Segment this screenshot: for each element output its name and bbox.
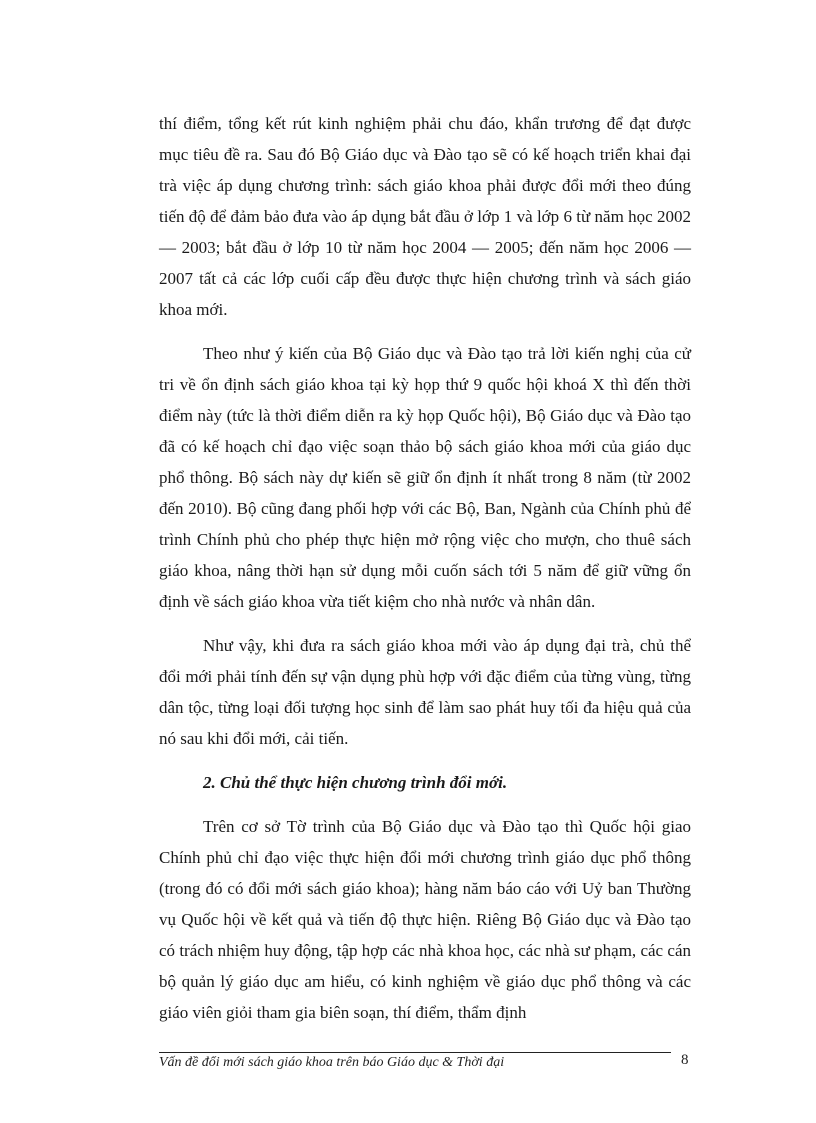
section-heading: 2. Chủ thể thực hiện chương trình đổi mới.	[203, 773, 508, 792]
paragraph-conclusion: Như vậy, khi đưa ra sách giáo khoa mới vào áp dụng đại trà, chủ thể đổi mới phải tính đến sự vận dụng phù hợp với đặc điểm của từng vùng, từng dân tộc, từng loại đối tượng học sinh để làm sao phát huy tối đa hiệu quả của nó sau khi đổi mới, cải tiến.	[159, 636, 691, 748]
page-body	[159, 108, 691, 1041]
footer-divider	[159, 1052, 671, 1053]
footer-title: Vấn đề đổi mới sách giáo khoa trên báo Giáo dục & Thời đại	[159, 1055, 505, 1070]
paragraph-ministry-response: Theo như ý kiến của Bộ Giáo dục và Đào tạo trả lời kiến nghị của cử tri về ổn định sách giáo khoa tại kỳ họp thứ 9 quốc hội khoá X thì đến thời điểm này (tức là thời điểm diễn ra kỳ họp Quốc hội), Bộ Giáo dục và Đào tạo đã có kế hoạch chỉ đạo việc soạn thảo bộ sách giáo khoa mới của giáo dục phổ thông. Bộ sách này dự kiến sẽ giữ ổn định ít nhất trong 8 năm (từ 2002 đến 2010). Bộ cũng đang phối hợp với các Bộ, Ban, Ngành của Chính phủ để trình Chính phủ cho phép thực hiện mở rộng việc cho mượn, cho thuê sách giáo khoa, nâng thời hạn sử dụng mỗi cuốn sách tới 5 năm để giữ vững ổn định về sách giáo khoa vừa tiết kiệm cho nhà nước và nhân dân.	[159, 344, 691, 611]
paragraph-implementation: Trên cơ sở Tờ trình của Bộ Giáo dục và Đào tạo thì Quốc hội giao Chính phủ chỉ đạo việc thực hiện đổi mới chương trình giáo dục phổ thông (trong đó có đổi mới sách giáo khoa); hàng năm báo cáo với Uỷ ban Thường vụ Quốc hội về kết quả và tiến độ thực hiện. Riêng Bộ Giáo dục và Đào tạo có trách nhiệm huy động, tập hợp các nhà khoa học, các nhà sư phạm, các cán bộ quản lý giáo dục am hiểu, có kinh nghiệm về giáo dục phổ thông và các giáo viên giỏi tham gia biên soạn, thí điểm, thẩm định	[159, 817, 691, 1022]
paragraph-continuation: thí điểm, tổng kết rút kinh nghiệm phải chu đáo, khẩn trương để đạt được mục tiêu đề ra. Sau đó Bộ Giáo dục và Đào tạo sẽ có kế hoạch triển khai đại trà việc áp dụng chương trình: sách giáo khoa phải được đổi mới theo đúng tiến độ để đảm bảo đưa vào áp dụng bắt đầu ở lớp 1 và lớp 6 từ năm học 2002 — 2003; bắt đầu ở lớp 10 từ năm học 2004 — 2005; đến năm học 2006 — 2007 tất cả các lớp cuối cấp đều được thực hiện chương trình và sách giáo khoa mới.	[159, 114, 691, 319]
page-number: 8	[681, 1052, 689, 1068]
